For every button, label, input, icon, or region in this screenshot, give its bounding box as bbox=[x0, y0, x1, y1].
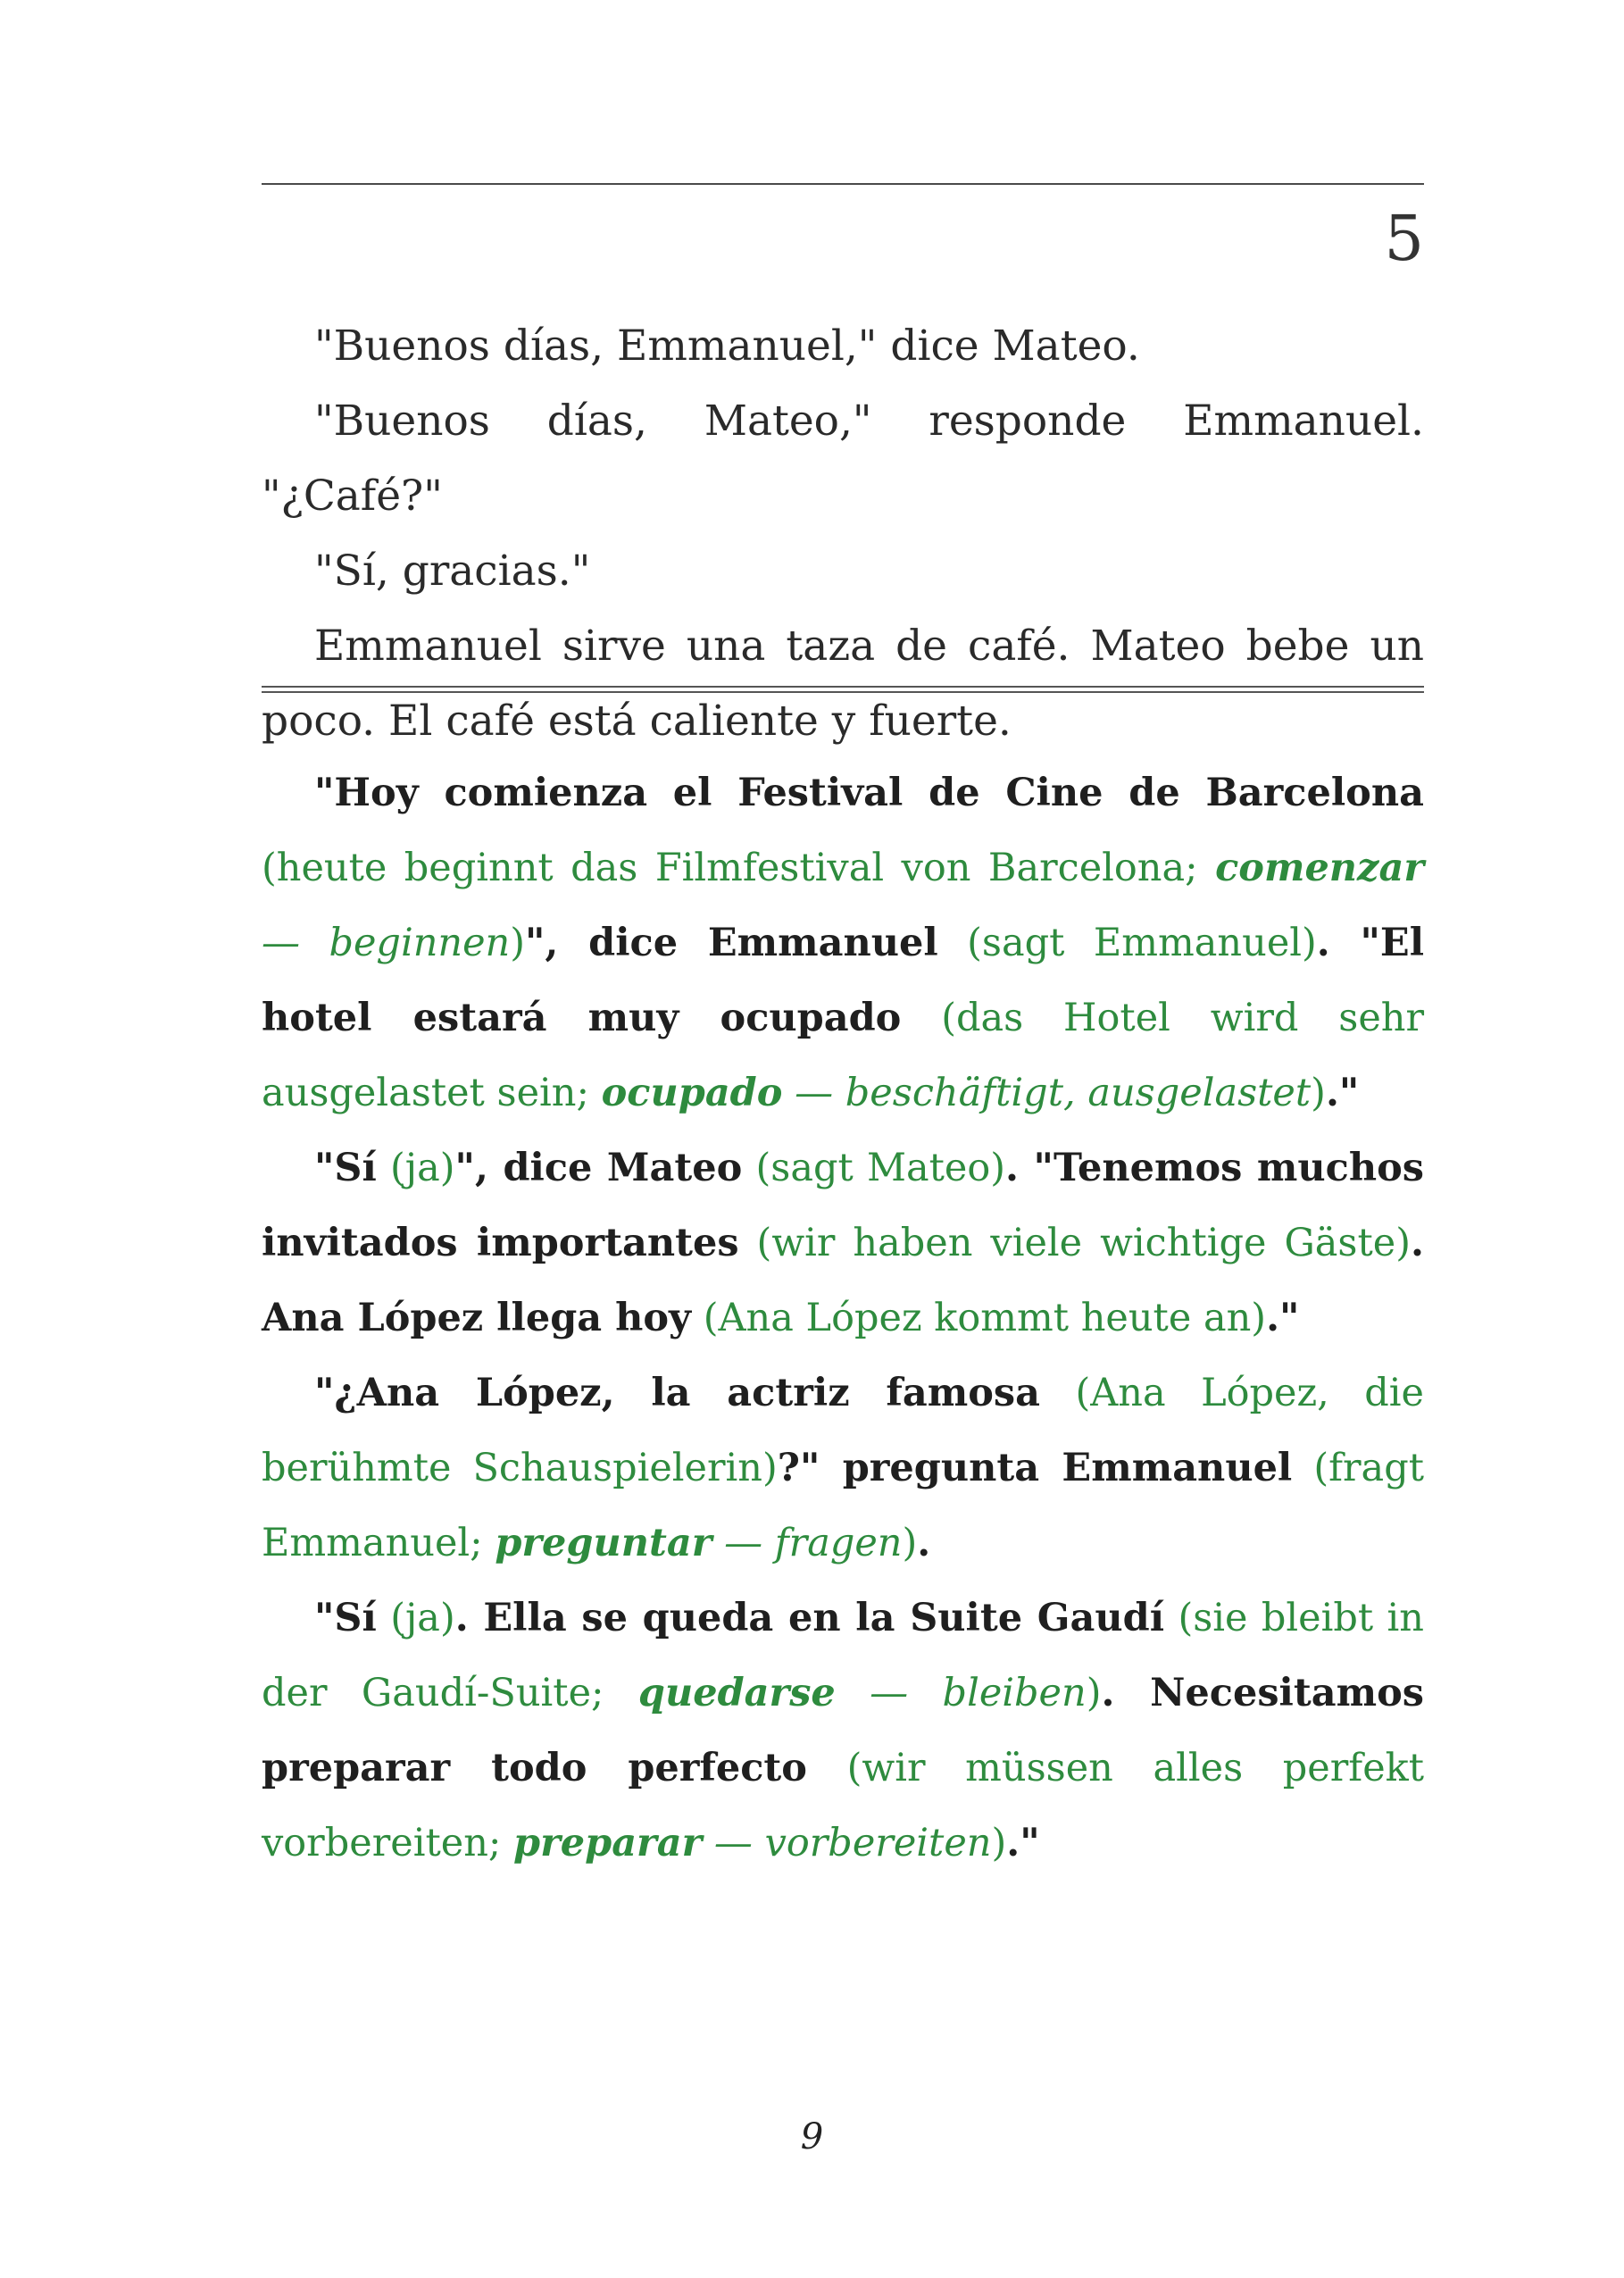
original-paragraph: "Buenos días, Emmanuel," dice Mateo. bbox=[314, 321, 1140, 371]
original-paragraph: "Sí, gracias." bbox=[314, 547, 591, 596]
spanish-text: . "El hotel estará muy ocupado bbox=[262, 921, 1425, 1040]
german-translation: (sie bleibt in der Gaudí-Suite; quedarse — bleiben) bbox=[262, 1596, 1425, 1715]
spanish-text: . "Tenemos muchos invitados importantes bbox=[262, 1146, 1424, 1265]
spanish-text: ", dice Emmanuel bbox=[525, 921, 938, 965]
spanish-text: ." bbox=[1006, 1821, 1040, 1865]
german-translation: (heute beginnt das Filmfestival von Barcelona; comenzar — beginnen) bbox=[262, 846, 1424, 965]
vocab-word: comenzar bbox=[1215, 846, 1424, 890]
german-translation: (wir haben viele wichtige Gäste) bbox=[756, 1221, 1411, 1265]
spanish-text: ." bbox=[1266, 1296, 1300, 1340]
spanish-text: "Sí bbox=[314, 1146, 377, 1190]
german-translation: (sagt Emmanuel) bbox=[967, 921, 1317, 965]
german-translation: (fragt Emmanuel; preguntar — fragen) bbox=[262, 1446, 1425, 1565]
german-translation: (sagt Mateo) bbox=[755, 1146, 1006, 1190]
spanish-text: . bbox=[917, 1521, 931, 1565]
original-paragraph: "Buenos días, Mateo," responde Emmanuel. "¿Café?" bbox=[262, 396, 1424, 521]
spanish-text: "¿Ana López, la actriz famosa bbox=[314, 1371, 1040, 1415]
vocab-word: ocupado bbox=[601, 1071, 783, 1115]
vocab-word: preguntar bbox=[495, 1521, 712, 1565]
german-translation: (Ana López kommt heute an) bbox=[703, 1296, 1267, 1340]
annotated-text bbox=[262, 755, 1424, 1881]
header-rule bbox=[262, 183, 1424, 185]
annotated-paragraph bbox=[262, 1131, 1424, 1356]
spanish-text: "Sí bbox=[314, 1596, 377, 1640]
spanish-text: ?" pregunta Emmanuel bbox=[777, 1446, 1293, 1490]
spanish-text: "Hoy comienza el Festival de Cine de Barcelona bbox=[314, 771, 1424, 815]
vocab-note: comenzar — beginnen bbox=[262, 846, 1424, 965]
spanish-text: . Ella se queda en la Suite Gaudí bbox=[454, 1596, 1165, 1640]
spanish-text: . Ana López llega hoy bbox=[262, 1221, 1424, 1340]
german-translation: (wir müssen alles perfekt vorbereiten; preparar — vorbereiten) bbox=[262, 1746, 1424, 1865]
annotated-paragraph bbox=[262, 1581, 1424, 1881]
annotated-paragraph bbox=[262, 1356, 1424, 1581]
vocab-note: quedarse — bleiben bbox=[637, 1671, 1087, 1715]
german-translation: (ja) bbox=[390, 1596, 455, 1640]
vocab-word: preparar bbox=[513, 1821, 703, 1865]
chapter-number: 5 bbox=[1384, 202, 1424, 275]
spanish-text: ." bbox=[1325, 1071, 1360, 1115]
annotated-paragraph bbox=[262, 755, 1424, 1131]
vocab-note: ocupado — beschäftigt, ausgelastet bbox=[601, 1071, 1312, 1115]
vocab-note: preguntar — fragen bbox=[495, 1521, 903, 1565]
german-translation: (Ana López, die berühmte Schauspielerin) bbox=[262, 1371, 1424, 1490]
page-number: 9 bbox=[800, 2116, 824, 2157]
german-translation: (ja) bbox=[390, 1146, 455, 1190]
spanish-text: ", dice Mateo bbox=[454, 1146, 743, 1190]
original-paragraph: Emmanuel sirve una taza de café. Mateo bebe un poco. El café está caliente y fuerte. bbox=[262, 622, 1424, 746]
german-translation: (das Hotel wird sehr ausgelastet sein; ocupado — beschäftigt, ausgelastet) bbox=[262, 996, 1425, 1115]
vocab-word: quedarse bbox=[637, 1671, 836, 1715]
spanish-text: . Necesitamos preparar todo perfecto bbox=[262, 1671, 1424, 1790]
section-divider bbox=[262, 686, 1424, 693]
vocab-note: preparar — vorbereiten bbox=[513, 1821, 992, 1865]
